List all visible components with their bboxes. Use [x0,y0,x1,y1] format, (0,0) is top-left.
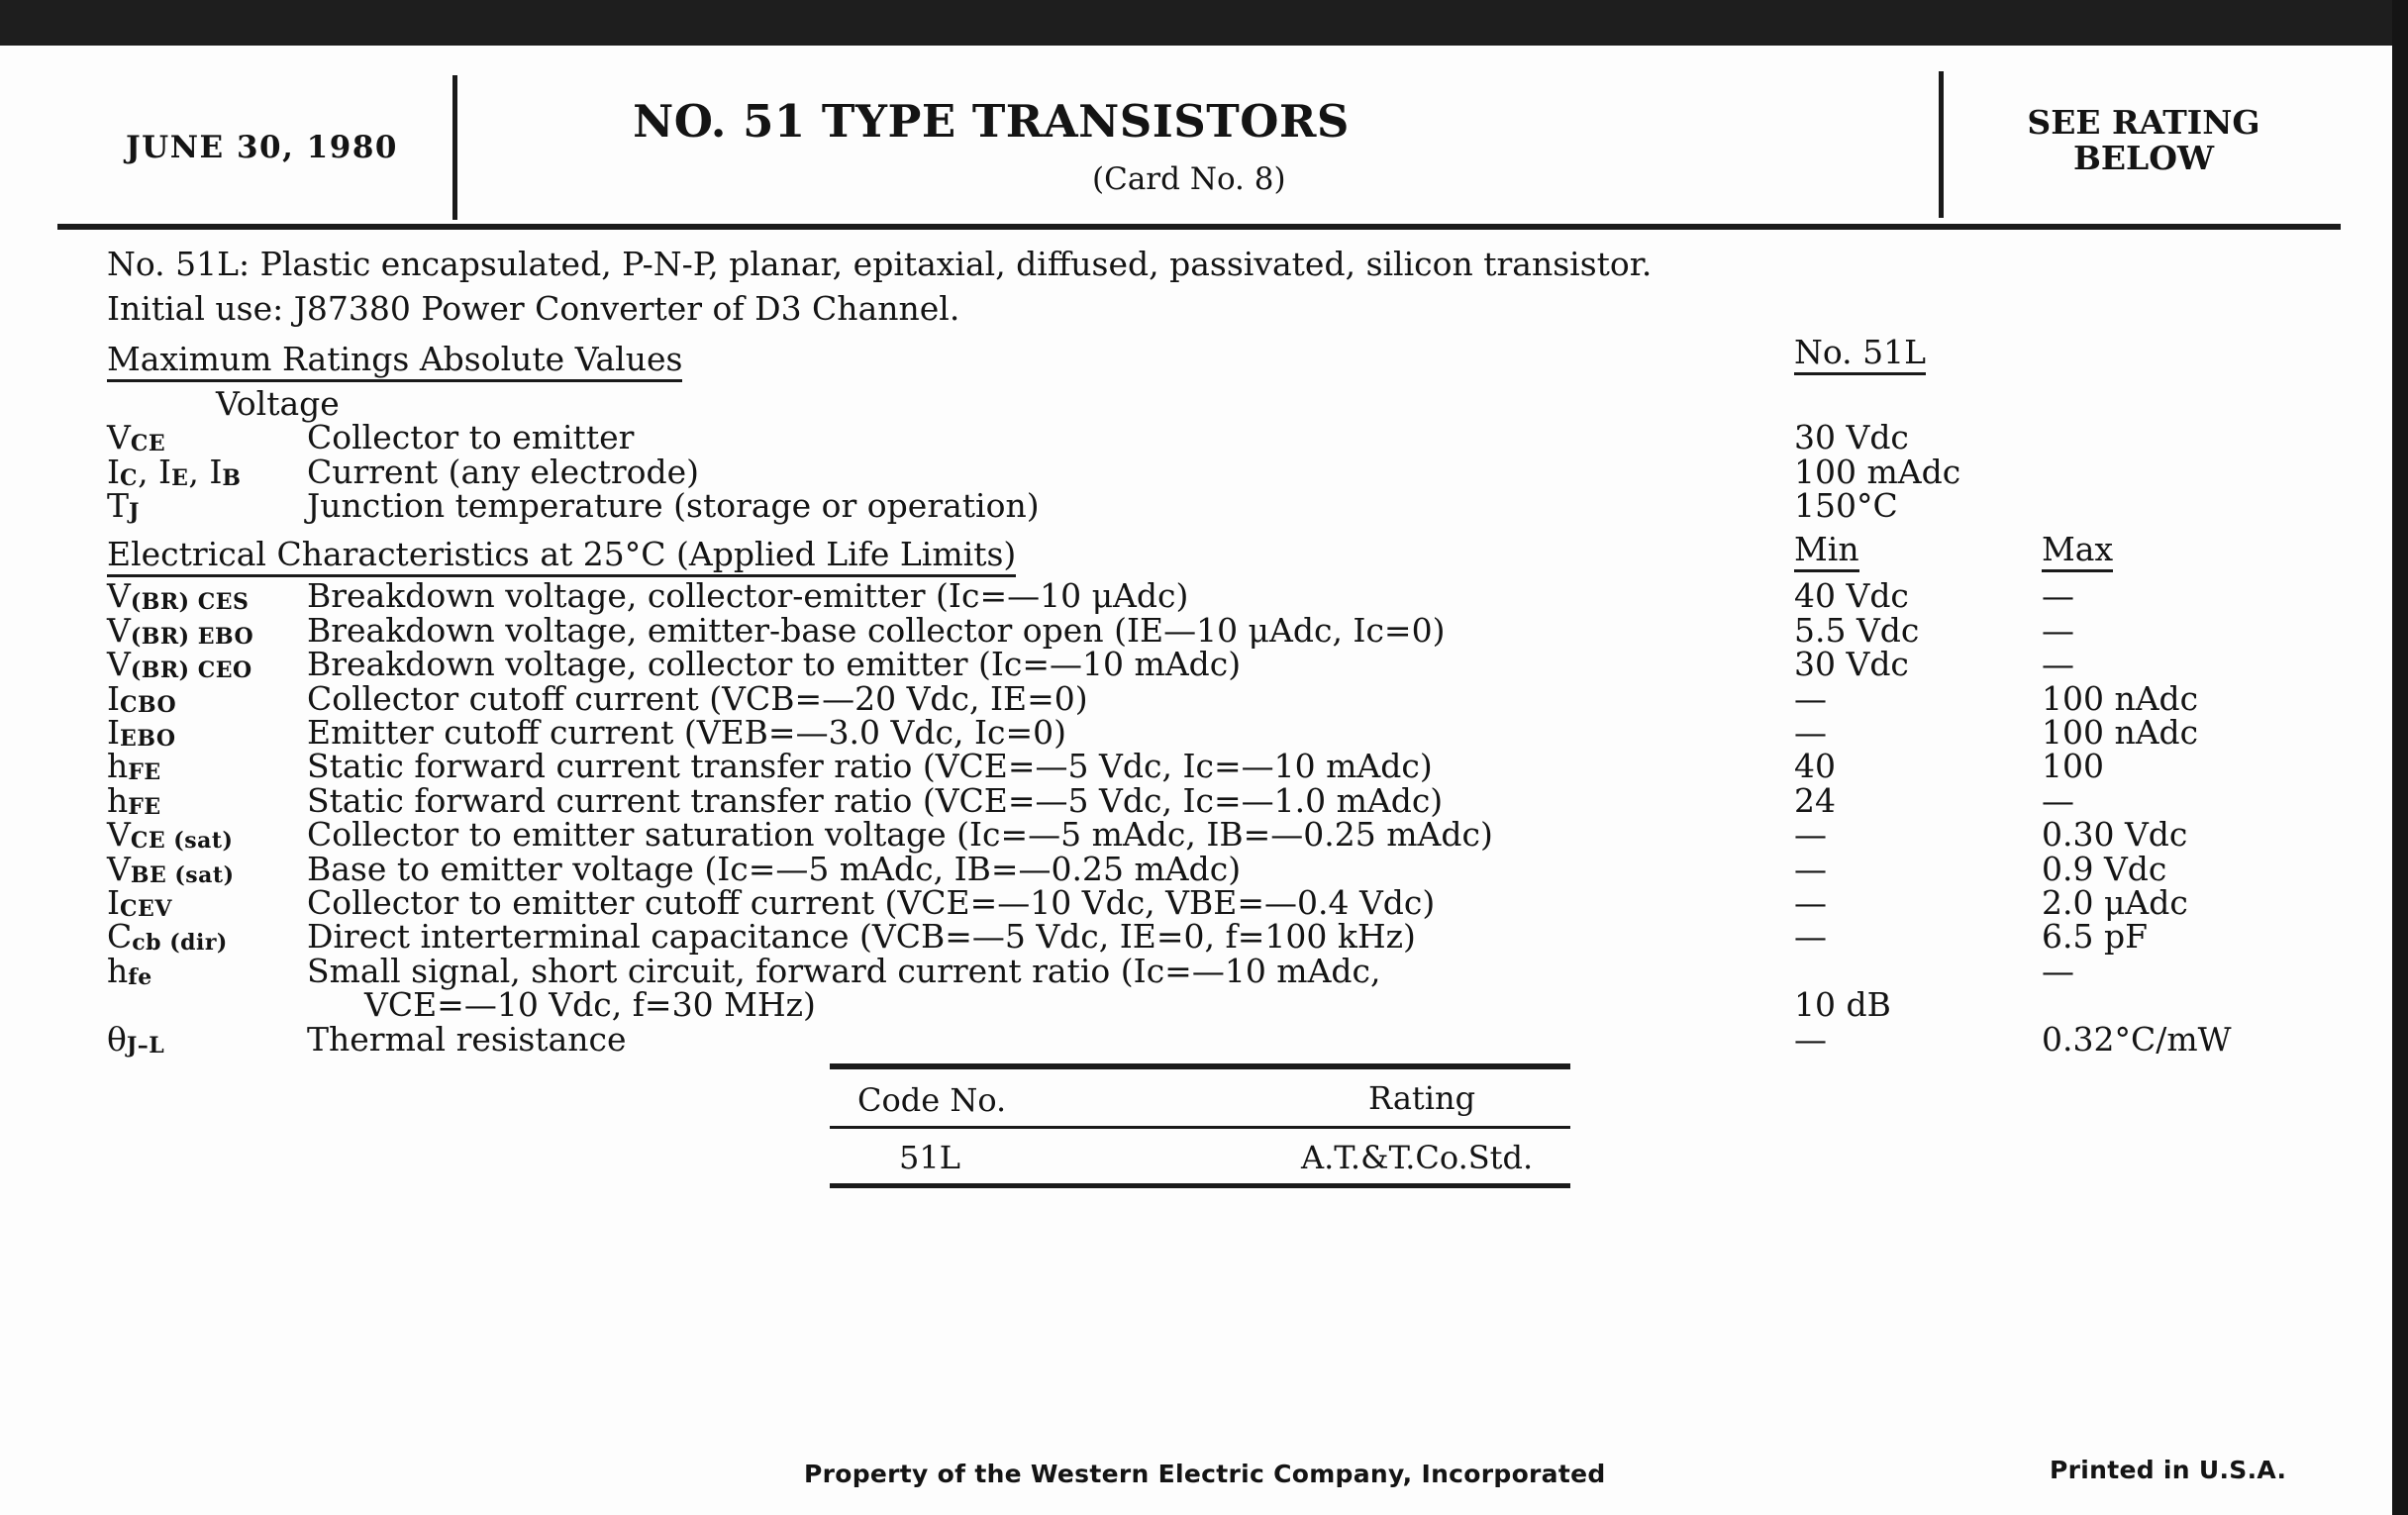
rating-value: 150°C [1794,486,1898,525]
electrical-description: Emitter cutoff current (VEB=—3.0 Vdc, Ic=0) [307,713,1066,752]
min-value: 40 [1794,747,1836,785]
symbol-subscript: cb (dir) [132,930,228,956]
min-value: — [1794,850,1827,888]
symbol-main: h [107,747,129,785]
header-rule [57,224,2341,230]
electrical-row [0,883,2392,922]
symbol-subscript: CE (sat) [130,828,234,854]
max-value: — [2042,611,2074,650]
min-value: — [1794,679,1827,718]
electrical-description: Static forward current transfer ratio (VCE=—5 Vdc, Ic=—1.0 mAdc) [307,781,1444,820]
symbol-subscript: B [222,465,242,491]
electrical-row [0,781,2392,820]
symbol-main: h [107,781,129,820]
min-value: 40 Vdc [1794,576,1909,615]
min-column-heading: Min [1794,530,1859,572]
rating-symbol [107,486,140,525]
rating-value: 100 mAdc [1794,453,1961,491]
electrical-row [0,952,2392,990]
electrical-description: Breakdown voltage, emitter-base collector open (IE—10 μAdc, Ic=0) [307,611,1446,650]
electrical-symbol [107,645,252,683]
electrical-heading: Electrical Characteristics at 25°C (Applied Life Limits) [107,535,1016,577]
footer-property: Property of the Western Electric Company, Incorporated [804,1460,1606,1488]
max-value: 100 nAdc [2042,713,2199,752]
electrical-description: Collector cutoff current (VCB=—20 Vdc, IE=0) [307,679,1088,718]
symbol-subscript: FE [128,794,161,820]
card-date: JUNE 30, 1980 [126,130,398,165]
code-table-bottom-rule [830,1183,1570,1188]
symbol-subscript: (BR) CES [130,589,250,615]
symbol-main: V [107,418,131,456]
electrical-row [0,645,2392,683]
max-value: 0.32°C/mW [2042,1020,2232,1059]
electrical-row [0,985,2392,1024]
electrical-row [0,576,2392,615]
rating-note-line2: BELOW [2072,139,2215,177]
electrical-description: Base to emitter voltage (Ic=—5 mAdc, IB=—0.25 mAdc) [307,850,1242,888]
electrical-row [0,815,2392,854]
header-divider-right [1939,71,1944,218]
symbol-main: θ [107,1020,127,1059]
max-value: — [2042,576,2074,615]
symbol-main: I [107,679,121,718]
voltage-group-label: Voltage [216,384,340,423]
symbol-subscript: fe [128,964,152,990]
max-value: 0.9 Vdc [2042,850,2167,888]
rating-note [1970,105,2317,176]
symbol-main: I [107,453,121,491]
intro-line-1: No. 51L: Plastic encapsulated, P-N-P, planar, epitaxial, diffused, passivated, silicon transistor. [107,245,1653,283]
rating-description: Collector to emitter [307,418,635,456]
intro-line-2: Initial use: J87380 Power Converter of D3 Channel. [107,289,960,328]
electrical-description: Small signal, short circuit, forward current ratio (Ic=—10 mAdc, [307,952,1381,990]
symbol-main: V [107,850,131,888]
symbol-subscript: E [171,465,189,491]
symbol-main: V [107,815,131,854]
min-value: — [1794,1020,1827,1059]
min-value: 5.5 Vdc [1794,611,1920,650]
electrical-row [0,713,2392,752]
min-value: 30 Vdc [1794,645,1909,683]
electrical-symbol [107,576,249,615]
max-value: 2.0 μAdc [2042,883,2188,922]
symbol-main: V [107,576,131,615]
symbol-subscript: (BR) CEO [130,657,252,683]
symbol-main: h [107,952,129,990]
symbol-main: I [107,713,121,752]
max-value: — [2042,781,2074,820]
rating-description: Current (any electrode) [307,453,700,491]
electrical-row [0,917,2392,956]
electrical-description: Breakdown voltage, collector to emitter (Ic=—10 mAdc) [307,645,1242,683]
symbol-main: C [107,917,133,956]
symbol-main: , I [188,453,223,491]
card-edge [2392,0,2408,1515]
symbol-subscript: CBO [120,692,177,718]
electrical-row [0,1020,2392,1059]
code-table-rating: A.T.&T.Co.Std. [1301,1139,1534,1176]
max-value: — [2042,952,2074,990]
symbol-main: T [107,486,130,525]
rating-note-line1: SEE RATING [2027,103,2260,142]
symbol-main: V [107,645,131,683]
min-value: 24 [1794,781,1836,820]
symbol-subscript: CE [130,431,166,456]
electrical-description: Static forward current transfer ratio (VCE=—5 Vdc, Ic=—10 mAdc) [307,747,1433,785]
electrical-row [0,679,2392,718]
electrical-description: VCE=—10 Vdc, f=30 MHz) [364,985,816,1024]
max-column-heading: Max [2042,530,2113,572]
electrical-symbol [107,917,228,956]
symbol-subscript: (BR) EBO [130,624,254,650]
code-table-col-rating: Rating [1368,1079,1476,1117]
max-ratings-heading: Maximum Ratings Absolute Values [107,340,682,382]
electrical-symbol [107,1020,164,1059]
symbol-subscript: J–L [126,1033,165,1059]
symbol-subscript: BE (sat) [130,862,235,888]
symbol-subscript: CEV [120,896,172,922]
rating-row [0,453,2392,491]
electrical-description: Breakdown voltage, collector-emitter (Ic=—10 μAdc) [307,576,1189,615]
electrical-symbol [107,747,161,785]
min-value: — [1794,713,1827,752]
symbol-subscript: EBO [120,726,176,752]
electrical-symbol [107,815,233,854]
rating-description: Junction temperature (storage or operation) [307,486,1040,525]
max-value: — [2042,645,2074,683]
rating-value: 30 Vdc [1794,418,1909,456]
max-value: 6.5 pF [2042,917,2148,956]
symbol-subscript: FE [128,759,161,785]
card-subtitle: (Card No. 8) [1092,161,1286,197]
electrical-row [0,850,2392,888]
min-value: — [1794,815,1827,854]
symbol-subscript: C [120,465,139,491]
code-table-col-code: Code No. [857,1081,1007,1119]
max-value: 100 nAdc [2042,679,2199,718]
min-value: — [1794,917,1827,956]
max-value: 100 [2042,747,2104,785]
electrical-description: Collector to emitter cutoff current (VCE=—10 Vdc, VBE=—0.4 Vdc) [307,883,1436,922]
card-title: NO. 51 TYPE TRANSISTORS [633,95,1350,148]
symbol-main: , I [138,453,172,491]
electrical-description: Thermal resistance [307,1020,627,1059]
code-table-code: 51L [899,1139,960,1176]
symbol-subscript: J [129,499,140,525]
footer-printed: Printed in U.S.A. [2050,1456,2287,1484]
electrical-row [0,611,2392,650]
min-value: — [1794,883,1827,922]
electrical-description: Direct interterminal capacitance (VCB=—5 Vdc, IE=0, f=100 kHz) [307,917,1416,956]
electrical-description: Collector to emitter saturation voltage (Ic=—5 mAdc, IB=—0.25 mAdc) [307,815,1493,854]
max-value: 0.30 Vdc [2042,815,2188,854]
symbol-main: V [107,611,131,650]
code-table-top-rule [830,1063,1570,1069]
max-ratings-column-heading: No. 51L [1794,333,1926,375]
rating-symbol [107,418,165,456]
electrical-row [0,747,2392,785]
min-value: 10 dB [1794,985,1891,1024]
rating-row [0,418,2392,456]
code-table-mid-rule [830,1126,1570,1129]
symbol-main: I [107,883,121,922]
rating-row [0,486,2392,525]
